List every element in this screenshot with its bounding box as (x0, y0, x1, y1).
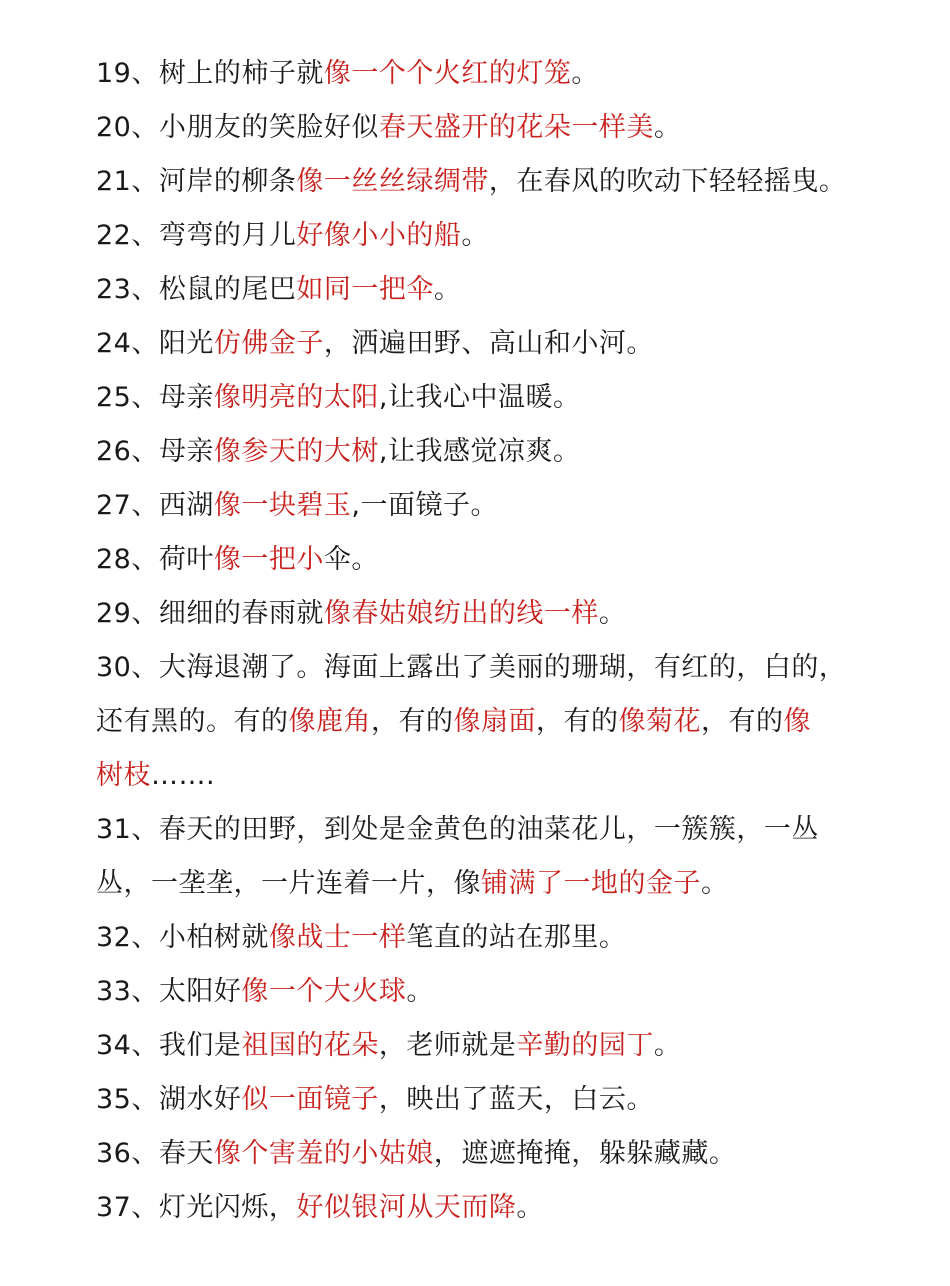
plain-text: 丛，一垄垄，一片连着一片，像 (96, 868, 481, 899)
plain-text: 。 (516, 1192, 544, 1223)
text-line (96, 866, 896, 902)
plain-text: 36、春天 (96, 1138, 214, 1169)
highlighted-phrase: 如同一把伞 (296, 274, 434, 305)
plain-text: ……. (151, 760, 216, 791)
text-line (96, 1028, 896, 1064)
highlighted-phrase: 铺满了一地的金子 (481, 868, 701, 899)
text-line (96, 758, 896, 794)
text-line (96, 1136, 896, 1172)
plain-text: 27、西湖 (96, 490, 214, 521)
highlighted-phrase: 好像小小的船 (296, 220, 462, 251)
plain-text: 22、弯弯的月儿 (96, 220, 297, 251)
highlighted-phrase: 似一面镜子 (241, 1084, 379, 1115)
plain-text: 25、母亲 (96, 382, 214, 413)
plain-text: 。 (571, 58, 599, 89)
plain-text: ，遮遮掩掩，躲躲藏藏。 (433, 1138, 737, 1169)
plain-text: 。 (461, 220, 489, 251)
plain-text: ，有的 (701, 706, 784, 737)
text-line (96, 812, 896, 848)
plain-text: 28、荷叶 (96, 544, 214, 575)
plain-text: 37、灯光闪烁， (96, 1192, 297, 1223)
highlighted-phrase: 像菊花 (618, 706, 701, 737)
highlighted-phrase: 像战士一样 (268, 922, 407, 953)
plain-text: ,一面镜子。 (351, 490, 498, 521)
text-line (96, 488, 896, 524)
plain-text: 35、湖水好 (96, 1084, 242, 1115)
highlighted-phrase: 像 (783, 706, 811, 737)
plain-text: 32、小柏树就 (96, 922, 269, 953)
highlighted-phrase: 像鹿角 (288, 706, 371, 737)
plain-text: 34、我们是 (96, 1030, 242, 1061)
highlighted-phrase: 祖国的花朵 (241, 1030, 379, 1061)
text-line (96, 650, 896, 686)
highlighted-phrase: 像扇面 (453, 706, 536, 737)
plain-text: ，老师就是 (378, 1030, 517, 1061)
plain-text: 23、松鼠的尾巴 (96, 274, 297, 305)
text-line (96, 1082, 896, 1118)
plain-text: 21、河岸的柳条 (96, 166, 297, 197)
plain-text: 还有黑的。有的 (96, 706, 289, 737)
plain-text: ，映出了蓝天，白云。 (378, 1084, 654, 1115)
text-line (96, 164, 896, 200)
text-line (96, 920, 896, 956)
plain-text: 26、母亲 (96, 436, 214, 467)
plain-text: ，有的 (536, 706, 619, 737)
text-line (96, 110, 896, 146)
plain-text: 笔直的站在那里。 (406, 922, 627, 953)
highlighted-phrase: 像一把小 (213, 544, 324, 575)
text-line (96, 1190, 896, 1226)
plain-text: 。 (406, 976, 434, 1007)
highlighted-phrase: 像一个大火球 (241, 976, 407, 1007)
plain-text: 。 (433, 274, 462, 305)
highlighted-phrase: 树枝 (96, 760, 151, 791)
plain-text: 。 (653, 112, 682, 143)
text-line (96, 380, 896, 416)
highlighted-phrase: 像一个个火红的灯笼 (323, 58, 572, 89)
plain-text: 。 (653, 1030, 682, 1061)
highlighted-phrase: 好似银河从天而降 (296, 1192, 517, 1223)
highlighted-phrase: 仿佛金子 (213, 328, 324, 359)
text-line (96, 218, 896, 254)
plain-text: ,让我感觉凉爽。 (378, 436, 581, 467)
highlighted-phrase: 像明亮的太阳 (213, 382, 379, 413)
plain-text: ,让我心中温暖。 (378, 382, 581, 413)
text-line (96, 596, 896, 632)
plain-text: 30、大海退潮了。海面上露出了美丽的珊瑚，有红的，白的， (96, 652, 847, 683)
text-line (96, 272, 896, 308)
highlighted-phrase: 像个害羞的小姑娘 (213, 1138, 434, 1169)
plain-text: 31、春天的田野，到处是金黄色的油菜花儿，一簇簇，一丛 (96, 814, 819, 845)
highlighted-phrase: 像参天的大树 (213, 436, 379, 467)
plain-text: 伞。 (323, 544, 379, 575)
text-line (96, 704, 896, 740)
text-line (96, 434, 896, 470)
highlighted-phrase: 辛勤的园丁 (516, 1030, 654, 1061)
plain-text: 33、太阳好 (96, 976, 242, 1007)
text-line (96, 974, 896, 1010)
text-line (96, 542, 896, 578)
highlighted-phrase: 像一块碧玉 (213, 490, 352, 521)
plain-text: ，洒遍田野、高山和小河。 (323, 328, 654, 359)
plain-text: ，有的 (371, 706, 454, 737)
text-line (96, 326, 896, 362)
highlighted-phrase: 像春姑娘纺出的线一样 (323, 598, 599, 629)
plain-text: 24、阳光 (96, 328, 214, 359)
highlighted-phrase: 像一丝丝绿绸带 (296, 166, 489, 197)
plain-text: 19、树上的柿子就 (96, 58, 324, 89)
plain-text: 。 (598, 598, 627, 629)
plain-text: 。 (701, 868, 729, 899)
plain-text: 29、细细的春雨就 (96, 598, 324, 629)
text-line (96, 56, 896, 92)
highlighted-phrase: 春天盛开的花朵一样美 (378, 112, 654, 143)
plain-text: 20、小朋友的笑脸好似 (96, 112, 379, 143)
plain-text: ，在春风的吹动下轻轻摇曳。 (488, 166, 847, 197)
